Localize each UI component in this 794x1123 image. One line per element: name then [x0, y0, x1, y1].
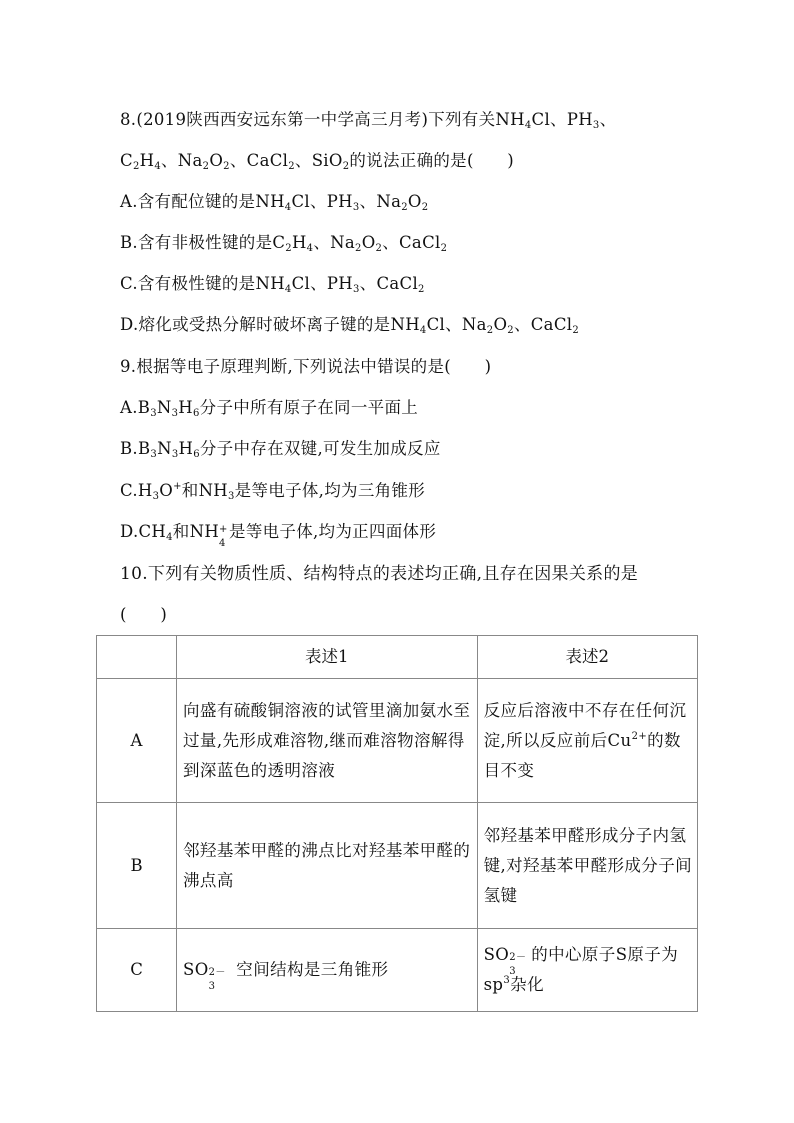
table-header-statement-2: 表述2 [477, 636, 697, 679]
row-statement-1: 邻羟基苯甲醛的沸点比对羟基苯甲醛的沸点高 [177, 803, 478, 929]
q8-stem-line1: 8.(2019陕西西安远东第一中学高三月考)下列有关$NH_4Cl$、$PH_3$、 [120, 110, 617, 131]
table-header-row [97, 636, 698, 679]
table-row [97, 679, 698, 803]
q9-option-d: $D.CH_4$和NH + 4 是等电子体,均为正四面体形 [120, 522, 437, 549]
row-statement-2: 邻羟基苯甲醛形成分子内氢键,对羟基苯甲醛形成分子间氢键 [477, 803, 697, 929]
q10-stem: 10.下列有关物质性质、结构特点的表述均正确,且存在因果关系的是 [120, 564, 639, 584]
q8-stem-line2: $C_2H_4$、$Na_2O_2$、CaCl$_2$、SiO$_2$的说法正确的是( ) [120, 151, 515, 172]
row-label: A [97, 679, 177, 803]
row-statement-2: 反应后溶液中不存在任何沉淀,所以反应前后$Cu^{2+}$的数目不变 [477, 679, 697, 803]
q10-table [96, 635, 698, 1012]
row-statement-1: 向盛有硫酸铜溶液的试管里滴加氨水至过量,先形成难溶物,继而难溶物溶解得到深蓝色的透明溶液 [177, 679, 478, 803]
row-statement-2: SO 2－ 3 的中心原子S原子为$sp^3$杂化 [477, 929, 697, 1012]
table-header-statement-1: 表述1 [177, 636, 478, 679]
table-header-blank [97, 636, 177, 679]
q9-option-c: $C.H_3O^+$和$NH_3$是等电子体,均为三角锥形 [120, 481, 426, 502]
q8-option-a: A.含有配位键的是$NH_4Cl$、$PH_3$、$Na_2O_2$ [120, 192, 429, 213]
q10-answer-paren: ( ) [120, 605, 168, 624]
table-row [97, 929, 698, 1012]
row-label: B [97, 803, 177, 929]
q9-option-b: $B.B_3N_3H_6$分子中存在双键,可发生加成反应 [120, 439, 441, 460]
q9-option-a: $A.B_3N_3H_6$分子中所有原子在同一平面上 [120, 398, 419, 419]
q8-option-c: C.含有极性键的是$NH_4Cl$、$PH_3$、CaCl$_2$ [120, 274, 425, 295]
q8-option-d: D.熔化或受热分解时破坏离子键的是$NH_4Cl$、$Na_2O_2$、CaCl$_2$ [120, 315, 579, 336]
row-label: C [97, 929, 177, 1012]
table-row [97, 803, 698, 929]
q8-option-b: B.含有非极性键的是$C_2H_4$、$Na_2O_2$、CaCl$_2$ [120, 233, 448, 254]
q9-stem: 9.根据等电子原理判断,下列说法中错误的是( ) [120, 357, 492, 376]
row-statement-1: SO 2－ 3 空间结构是三角锥形 [177, 929, 478, 1012]
